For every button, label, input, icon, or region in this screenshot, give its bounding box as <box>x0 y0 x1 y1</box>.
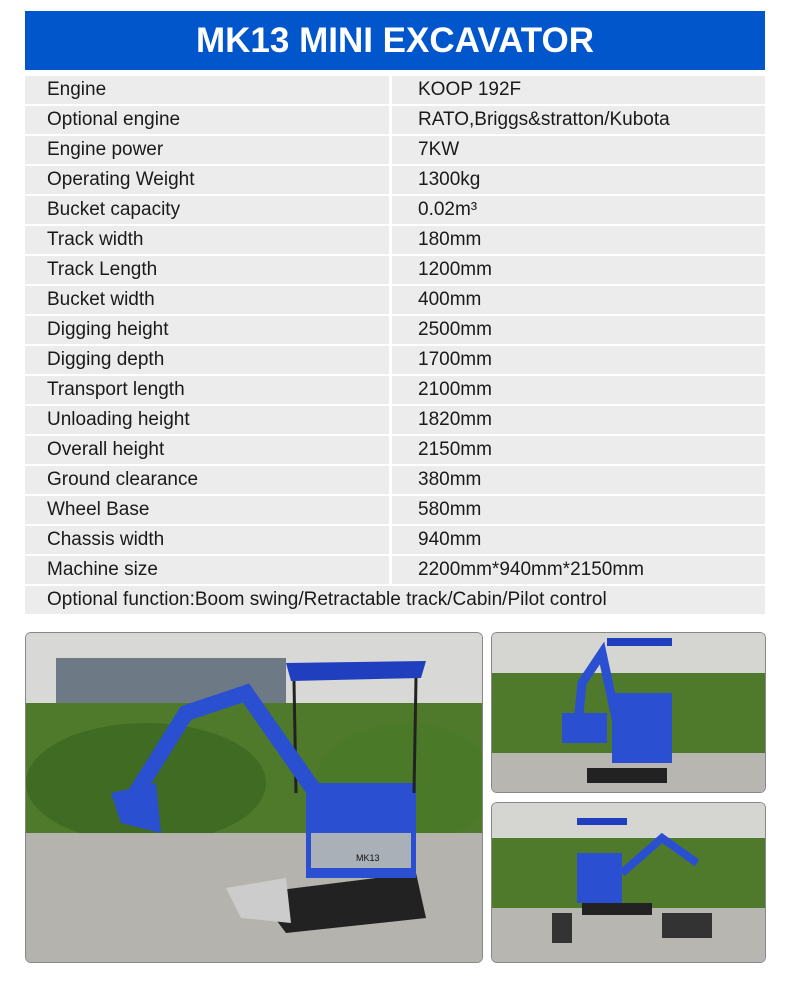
spec-row <box>25 496 765 524</box>
spec-row <box>25 196 765 224</box>
page-title: MK13 MINI EXCAVATOR <box>25 11 765 70</box>
spec-row <box>25 106 765 134</box>
spec-row <box>25 166 765 194</box>
excavator-photo-attachments <box>491 802 766 963</box>
spec-label: Wheel Base <box>25 496 389 524</box>
spec-row <box>25 286 765 314</box>
spec-row <box>25 76 765 104</box>
optional-function-text: Optional function:Boom swing/Retractable track/Cabin/Pilot control <box>25 586 765 614</box>
spec-value: 940mm <box>392 526 765 554</box>
spec-row <box>25 466 765 494</box>
spec-label: Track width <box>25 226 389 254</box>
spec-label: Overall height <box>25 436 389 464</box>
spec-row <box>25 256 765 284</box>
spec-value: 1200mm <box>392 256 765 284</box>
spec-value: 1820mm <box>392 406 765 434</box>
spec-label: Engine power <box>25 136 389 164</box>
spec-row <box>25 406 765 434</box>
excavator-photo-main <box>25 632 483 963</box>
spec-value: 380mm <box>392 466 765 494</box>
spec-value: 2150mm <box>392 436 765 464</box>
spec-value: 7KW <box>392 136 765 164</box>
spec-label: Digging depth <box>25 346 389 374</box>
spec-row <box>25 226 765 254</box>
optional-function-row <box>25 586 765 614</box>
spec-value: 2100mm <box>392 376 765 404</box>
spec-row <box>25 316 765 344</box>
spec-label: Ground clearance <box>25 466 389 494</box>
spec-label: Unloading height <box>25 406 389 434</box>
spec-value: 2200mm*940mm*2150mm <box>392 556 765 584</box>
spec-value: RATO,Briggs&stratton/Kubota <box>392 106 765 134</box>
spec-row <box>25 376 765 404</box>
spec-value: 2500mm <box>392 316 765 344</box>
spec-label: Bucket capacity <box>25 196 389 224</box>
spec-table <box>25 76 765 616</box>
spec-label: Digging height <box>25 316 389 344</box>
spec-label: Machine size <box>25 556 389 584</box>
spec-value: 1700mm <box>392 346 765 374</box>
spec-value: 580mm <box>392 496 765 524</box>
spec-value: KOOP 192F <box>392 76 765 104</box>
spec-value: 400mm <box>392 286 765 314</box>
spec-row <box>25 526 765 554</box>
model-badge: MK13 <box>356 853 380 863</box>
spec-label: Transport length <box>25 376 389 404</box>
spec-label: Chassis width <box>25 526 389 554</box>
spec-label: Engine <box>25 76 389 104</box>
spec-label: Bucket width <box>25 286 389 314</box>
spec-row <box>25 136 765 164</box>
spec-value: 180mm <box>392 226 765 254</box>
spec-label: Track Length <box>25 256 389 284</box>
excavator-photo-front <box>491 632 766 793</box>
spec-row <box>25 346 765 374</box>
spec-value: 0.02m³ <box>392 196 765 224</box>
spec-row <box>25 556 765 584</box>
spec-value: 1300kg <box>392 166 765 194</box>
spec-label: Operating Weight <box>25 166 389 194</box>
spec-label: Optional engine <box>25 106 389 134</box>
spec-row <box>25 436 765 464</box>
